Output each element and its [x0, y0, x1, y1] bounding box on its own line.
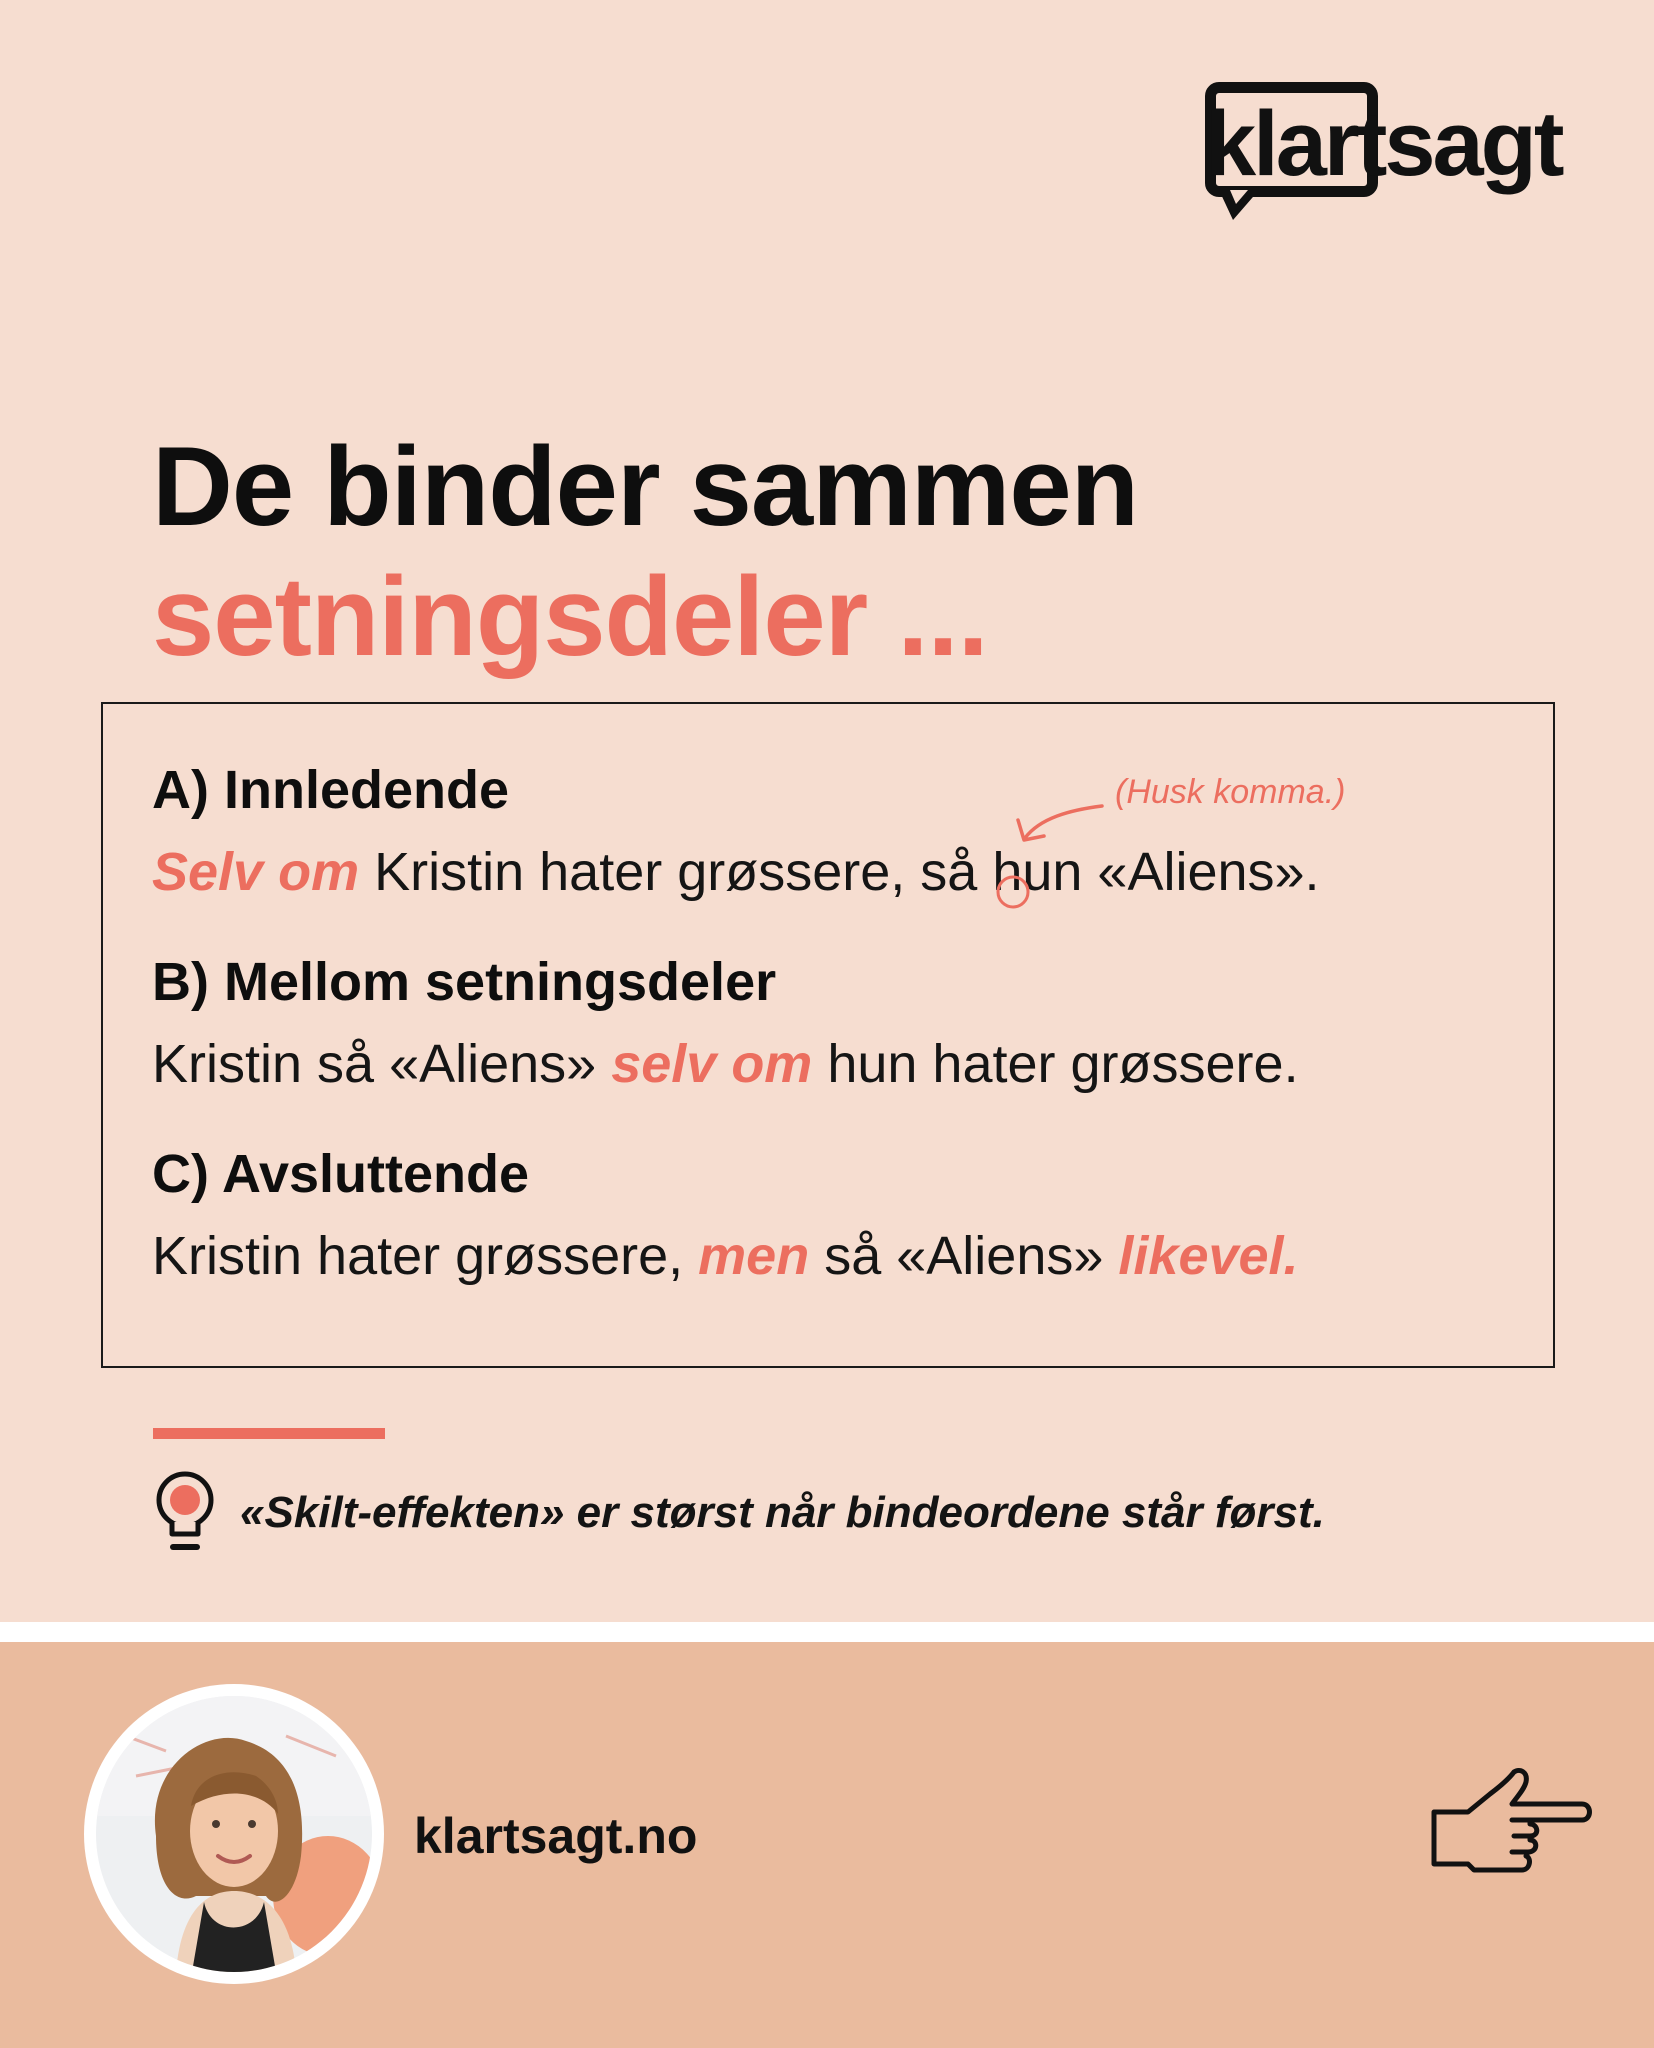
divider — [0, 1622, 1654, 1642]
section-a-comma: , — [890, 842, 906, 902]
pointing-hand-icon — [1428, 1766, 1594, 1878]
logo-wordmark: klartsagt — [1205, 93, 1562, 195]
section-c-title: C) Avsluttende — [152, 1144, 530, 1204]
section-b-highlight: selv om — [611, 1034, 813, 1094]
klartsagt-logo — [1205, 78, 1565, 238]
section-a-text-1: Kristin hater grøssere — [359, 842, 891, 902]
accent-line — [153, 1428, 385, 1439]
section-a-title: A) Innledende — [152, 760, 510, 820]
section-a-highlight: Selv om — [152, 842, 360, 902]
section-b-text-1: Kristin så «Aliens» — [152, 1034, 612, 1094]
section-b-text-2: hun hater grøssere. — [812, 1034, 1299, 1094]
section-c-text-1: Kristin hater grøssere, — [152, 1226, 699, 1286]
section-c-highlight-2: likevel. — [1118, 1226, 1299, 1286]
section-a-sentence — [152, 840, 1320, 904]
avatar — [84, 1684, 384, 1984]
avatar-photo — [96, 1696, 372, 1972]
section-c-text-2: så «Aliens» — [809, 1226, 1119, 1286]
section-a-text-2: så hun «Aliens». — [905, 842, 1320, 902]
section-b-title: B) Mellom setningsdeler — [152, 952, 777, 1012]
tip-text: «Skilt-effekten» er størst når bindeordene står først. — [240, 1488, 1325, 1537]
comma-note: (Husk komma.) — [1115, 773, 1346, 811]
heading-line-1: De binder sammen — [152, 424, 1139, 549]
lightbulb-icon — [150, 1470, 220, 1558]
heading-line-2: setningsdeler ... — [152, 554, 988, 679]
website-link[interactable]: klartsagt.no — [414, 1808, 698, 1864]
section-b-sentence — [152, 1032, 1299, 1096]
section-c-sentence — [152, 1224, 1299, 1288]
section-c-highlight-1: men — [698, 1226, 810, 1286]
